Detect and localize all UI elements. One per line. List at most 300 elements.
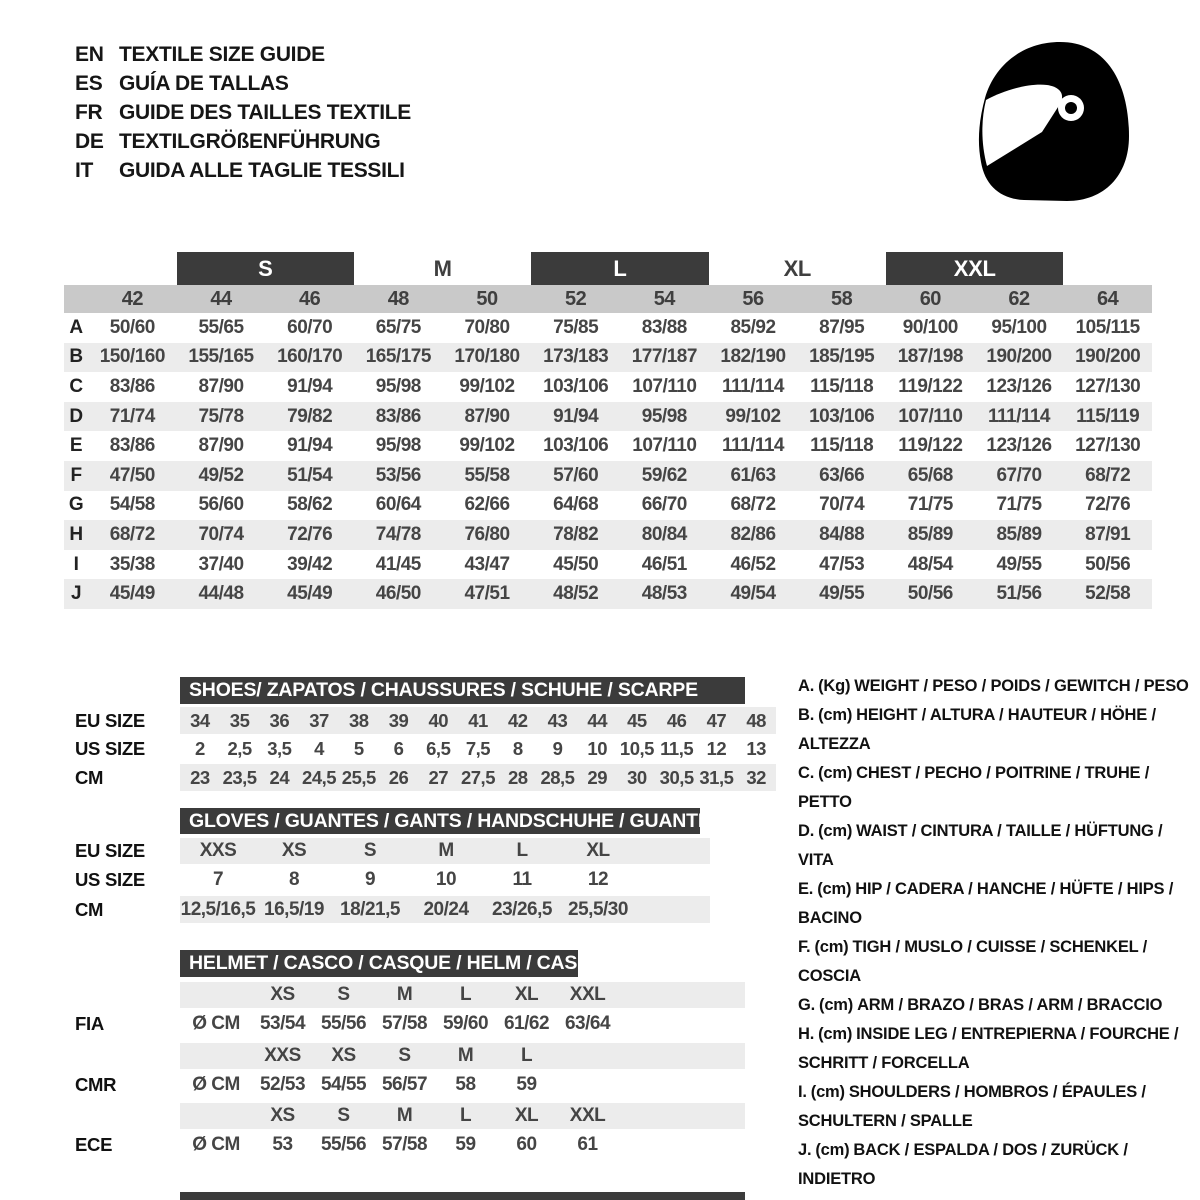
shoe-eu-size: 34 [190,709,210,731]
legend-key: H. [798,1025,815,1043]
shoe-eu-size: 40 [428,709,449,731]
language-code: EN [75,42,104,66]
helmet-size-label: XS [270,1105,295,1126]
shoe-cm-size: 28 [507,766,528,788]
legend-item [798,1020,1200,1078]
shoe-cm-size: 32 [746,766,766,788]
shoe-eu-size: 42 [507,709,528,731]
shoe-cm-size: 24,5 [302,766,337,788]
row-label-cm: CM [75,766,104,788]
gloves-title-bar [180,808,704,834]
table-row [64,343,1152,373]
size-value-cell: 80/84 [641,523,687,545]
size-value-cell: 150/160 [99,346,165,368]
size-value-cell: 48/52 [553,583,599,605]
helmet-size-label: L [459,984,472,1005]
helmet-size-value: 60 [516,1134,537,1155]
legend-item [798,991,1200,1020]
gloves-us-cells [180,866,710,894]
glove-eu-size: XS [281,840,307,861]
size-value-cell: 48/54 [907,553,953,575]
size-value-cell: 57/60 [553,464,599,486]
size-value-cell: 65/68 [907,464,953,486]
shoe-us-size: 8 [512,737,523,759]
shoe-us-size: 5 [353,737,364,759]
glove-cm-range: 12,5/16,5 [180,898,256,920]
language-row [75,156,411,185]
glove-cm-range: 25,5/30 [568,898,628,920]
racing-helmet-icon [972,38,1142,208]
size-value-cell: 70/74 [819,494,865,516]
size-value-cell: 99/102 [725,405,781,427]
size-value-cell: 68/72 [1085,464,1131,486]
guide-title-es: GUÍA DE TALLAS [119,71,289,95]
size-value-cell: 103/106 [543,375,609,397]
size-value-cell: 50/56 [907,583,953,605]
shoe-us-size: 6 [393,737,404,759]
legend-unit: (cm) [818,822,853,840]
size-value-cell: 76/80 [464,523,510,545]
shoe-eu-size: 39 [388,709,409,731]
size-value-cell: 78/82 [553,523,599,545]
helmet-size-label: XXL [569,1105,606,1126]
guide-title-it: GUIDA ALLE TAGLIE TESSILI [119,158,405,182]
guide-title-de: TEXTILGRÖßENFÜHRUNG [119,129,381,153]
size-value-cell: 70/74 [198,523,244,545]
size-value-cell: 123/126 [986,375,1052,397]
shoe-cm-size: 31,5 [699,766,734,788]
table-row [64,372,1152,402]
size-value-cell: 127/130 [1075,435,1141,457]
size-value-cell: 51/54 [287,464,333,486]
measurement-legend [798,672,1200,1194]
size-number: 64 [1097,287,1119,310]
shoe-us-size: 9 [552,737,563,759]
shoes-eu-cells [180,707,776,734]
size-value-cell: 91/94 [287,435,333,457]
size-value-cell: 60/70 [287,316,333,338]
shoe-cm-size: 24 [269,766,290,788]
legend-unit: (cm) [818,1025,853,1043]
cmr-size-cells [180,1043,745,1069]
shoe-cm-size: 23,5 [222,766,257,788]
legend-item [798,1136,1200,1194]
size-value-cell: 75/85 [553,316,599,338]
size-value-cell: 103/106 [809,405,875,427]
size-value-cell: 59/62 [641,464,687,486]
row-letter: C [69,375,83,397]
size-value-cell: 45/49 [287,583,333,605]
size-value-cell: 70/80 [464,316,510,338]
size-number: 50 [476,287,498,310]
size-value-cell: 107/110 [632,435,697,457]
legend-unit: (cm) [819,996,854,1014]
size-number: 60 [919,287,941,310]
language-code: IT [75,158,94,182]
size-value-cell: 111/114 [721,375,785,397]
legend-key: G. [798,996,816,1014]
legend-text: BACK / ESPALDA / DOS / ZURÜCK / INDIETRO [798,1141,1128,1188]
size-value-cell: 50/56 [1085,553,1131,575]
glove-us-size: 11 [512,869,532,890]
size-value-cell: 173/183 [543,346,609,368]
size-value-cell: 95/98 [375,375,421,397]
glove-cm-range: 20/24 [423,898,469,920]
ece-size-cells [180,1103,745,1129]
shoe-us-size: 13 [746,737,766,759]
helmet-size-value: 59 [455,1134,476,1155]
legend-item [798,1078,1200,1136]
language-row [75,69,411,98]
helmet-size-value: 57/58 [381,1013,428,1034]
glove-eu-size: S [363,840,377,861]
row-letter: D [69,405,83,427]
size-value-cell: 83/86 [375,405,421,427]
size-value-cell: 45/49 [109,583,155,605]
shoe-eu-size: 38 [349,709,369,731]
helmet-size-value: 55/56 [320,1134,367,1155]
row-letter: F [70,464,82,486]
language-row [75,40,411,69]
size-value-cell: 37/40 [198,553,244,575]
size-number: 54 [653,287,675,310]
helmet-size-value: 54/55 [320,1074,367,1095]
legend-item [798,817,1200,875]
glove-cm-range: 23/26,5 [492,898,552,920]
shoe-eu-size: 45 [627,709,647,731]
table-row [64,579,1152,609]
size-value-cell: 83/86 [109,435,155,457]
size-value-cell: 47/53 [819,553,865,575]
size-value-cell: 177/187 [631,346,697,368]
size-value-cell: 68/72 [109,523,155,545]
size-value-cell: 49/55 [819,583,865,605]
size-value-cell: 43/47 [464,553,510,575]
shoe-us-size: 6,5 [426,737,451,759]
shoe-cm-size: 29 [587,766,607,788]
size-value-cell: 190/200 [986,346,1052,368]
shoe-cm-size: 30 [627,766,647,788]
diameter-unit: Ø CM [192,1134,240,1155]
size-value-cell: 87/95 [819,316,865,338]
size-value-cell: 63/66 [819,464,865,486]
table-row [64,550,1152,580]
gloves-title: GLOVES / GUANTES / GANTS / HANDSCHUHE / GUANTI [189,809,704,832]
shoe-eu-size: 43 [547,709,568,731]
size-value-cell: 95/98 [375,435,421,457]
size-value-cell: 91/94 [553,405,599,427]
size-value-cell: 49/55 [996,553,1042,575]
size-value-cell: 35/38 [109,553,155,575]
standard-label-ece: ECE [75,1134,113,1155]
legend-text: WAIST / CINTURA / TAILLE / HÜFTUNG / VITA [798,822,1163,869]
size-value-cell: 49/54 [730,583,776,605]
legend-text: CHEST / PECHO / POITRINE / TRUHE / PETTO [798,764,1150,811]
shoe-eu-size: 46 [666,709,687,731]
size-value-cell: 64/68 [553,494,599,516]
shoe-cm-size: 30,5 [659,766,694,788]
size-value-cell: 71/74 [109,405,155,427]
legend-unit: (cm) [814,938,849,956]
row-letter: G [68,494,84,516]
shoe-us-size: 3,5 [267,737,292,759]
size-value-cell: 52/58 [1085,583,1131,605]
legend-item [798,701,1200,759]
legend-text: INSIDE LEG / ENTREPIERNA / FOURCHE / SCHRITT / FORCELLA [798,1025,1179,1072]
size-value-cell: 66/70 [641,494,687,516]
size-value-cell: 71/75 [907,494,953,516]
legend-key: A. [798,677,815,695]
shoe-eu-size: 37 [309,709,329,731]
shoe-eu-size: 36 [269,709,290,731]
size-value-cell: 72/76 [1085,494,1131,516]
diameter-unit: Ø CM [192,1013,240,1034]
size-band-xxl: XXL [886,252,1063,285]
size-value-cell: 61/63 [730,464,776,486]
size-band-l: L [531,252,708,285]
size-value-cell: 187/198 [897,346,963,368]
gloves-cm-cells [180,896,710,923]
legend-unit: (cm) [818,764,853,782]
helmet-size-label: L [520,1045,533,1066]
helmet-size-value: 53 [272,1134,293,1155]
size-value-cell: 60/64 [375,494,421,516]
size-value-cell: 99/102 [459,435,515,457]
size-value-cell: 49/52 [198,464,244,486]
glove-eu-size: L [516,840,528,861]
size-value-cell: 55/58 [464,464,510,486]
shoe-us-size: 4 [314,737,324,759]
size-band-m: M [433,255,452,281]
helmet-size-value: 53/54 [259,1013,306,1034]
size-value-cell: 58/62 [287,494,333,516]
shoe-cm-size: 27,5 [460,766,495,788]
helmet-size-label: XL [514,1105,539,1126]
size-value-cell: 95/98 [641,405,687,427]
shoe-cm-size: 23 [190,766,210,788]
size-value-cell: 115/118 [810,435,874,457]
size-value-cell: 165/175 [365,346,431,368]
legend-item [798,759,1200,817]
table-row [64,431,1152,461]
size-number-row [64,285,1152,313]
glove-eu-size: XXS [199,840,237,861]
shoe-cm-size: 26 [388,766,409,788]
legend-key: E. [798,880,814,898]
helmet-size-label: M [396,1105,413,1126]
size-number: 42 [121,287,143,310]
guide-title-en: TEXTILE SIZE GUIDE [119,42,325,66]
size-value-cell: 53/56 [375,464,421,486]
standard-label-cmr: CMR [75,1074,117,1095]
size-value-cell: 115/118 [810,375,874,397]
size-table-rows [64,313,1152,609]
legend-key: I. [798,1083,807,1101]
language-row [75,127,411,156]
size-value-cell: 95/100 [991,316,1047,338]
shoe-us-size: 10,5 [619,737,654,759]
shoe-cm-size: 25,5 [341,766,376,788]
size-value-cell: 83/86 [109,375,155,397]
shoe-eu-size: 48 [746,709,766,731]
row-letter: A [69,316,83,338]
legend-unit: (cm) [810,1083,845,1101]
row-label-us-size: US SIZE [75,737,145,759]
language-row [75,98,411,127]
legend-key: D. [798,822,815,840]
size-value-cell: 72/76 [287,523,333,545]
size-value-cell: 47/50 [109,464,155,486]
row-label-eu-size: EU SIZE [75,840,145,861]
size-value-cell: 46/52 [730,553,776,575]
shoe-eu-size: 44 [587,709,607,731]
legend-item [798,933,1200,991]
size-value-cell: 87/90 [198,375,244,397]
size-value-cell: 105/115 [1075,316,1140,338]
size-value-cell: 155/165 [188,346,254,368]
legend-unit: (cm) [818,706,853,724]
legend-unit: (cm) [817,880,852,898]
size-value-cell: 55/65 [198,316,244,338]
shoe-us-size: 12 [706,737,727,759]
size-value-cell: 107/110 [898,405,963,427]
helmet-size-label: S [337,1105,350,1126]
glove-cm-range: 16,5/19 [264,898,324,920]
size-value-cell: 51/56 [996,583,1042,605]
glove-us-size: 8 [288,869,300,890]
legend-text: HIP / CADERA / HANCHE / HÜFTE / HIPS / BACINO [798,880,1174,927]
size-value-cell: 87/91 [1085,523,1131,545]
helmet-size-label: XXL [569,984,606,1005]
row-label-eu-size: EU SIZE [75,709,145,731]
legend-text: HEIGHT / ALTURA / HAUTEUR / HÖHE / ALTEZZA [798,706,1156,753]
size-value-cell: 99/102 [459,375,515,397]
size-band-s: S [177,252,354,285]
size-value-cell: 82/86 [730,523,776,545]
shoes-title-bar [180,677,745,704]
row-label-cm: CM [75,898,104,920]
size-value-cell: 74/78 [375,523,421,545]
size-value-cell: 39/42 [287,553,333,575]
helmet-title: HELMET / CASCO / CASQUE / HELM / CASCO [189,952,607,974]
legend-item [798,672,1200,701]
size-value-cell: 85/89 [907,523,953,545]
ece-value-cells [180,1131,745,1159]
size-value-cell: 111/114 [987,405,1051,427]
shoe-cm-size: 27 [428,766,449,788]
helmet-size-label: S [337,984,350,1005]
helmet-size-value: 59 [516,1074,537,1095]
table-row [64,491,1152,521]
helmet-size-value: 59/60 [442,1013,489,1034]
row-letter: H [69,523,83,545]
size-number: 62 [1008,287,1030,310]
fia-size-cells [180,982,745,1008]
size-number: 46 [299,287,321,310]
size-value-cell: 111/114 [721,435,785,457]
size-value-cell: 67/70 [996,464,1042,486]
shoe-us-size: 2,5 [227,737,252,759]
size-band-row [64,252,1152,285]
legend-key: F. [798,938,811,956]
size-value-cell: 54/58 [109,494,155,516]
table-row [64,402,1152,432]
standard-label-fia: FIA [75,1013,104,1034]
helmet-size-value: 61 [577,1134,598,1155]
cmr-value-cells [180,1071,745,1099]
shoes-title: SHOES/ ZAPATOS / CHAUSSURES / SCHUHE / SCARPE [189,679,698,701]
shoes-cm-cells [180,764,776,791]
helmet-size-value: 57/58 [381,1134,428,1155]
shoes-us-cells [180,735,776,762]
legend-text: SHOULDERS / HOMBROS / ÉPAULES / SCHULTERN / SPALLE [798,1083,1146,1130]
size-value-cell: 50/60 [109,316,155,338]
row-label-us-size: US SIZE [75,869,145,890]
helmet-size-label: XS [270,984,295,1005]
language-title-list [75,40,411,185]
legend-key: J. [798,1141,812,1159]
shoe-eu-size: 41 [468,709,488,731]
legend-key: C. [798,764,815,782]
size-value-cell: 84/88 [819,523,865,545]
legend-text: ARM / BRAZO / BRAS / ARM / BRACCIO [857,996,1163,1014]
size-value-cell: 123/126 [986,435,1052,457]
helmet-size-label: XXS [264,1045,301,1066]
size-value-cell: 91/94 [287,375,333,397]
helmet-size-label: M [396,984,413,1005]
glove-us-size: 9 [364,869,376,890]
glove-eu-size: M [438,840,454,861]
row-letter: B [69,346,83,368]
size-value-cell: 160/170 [277,346,343,368]
helmet-size-value: 52/53 [259,1074,306,1095]
size-number: 56 [742,287,764,310]
helmet-size-value: 56/57 [381,1074,428,1095]
size-value-cell: 44/48 [198,583,244,605]
size-value-cell: 79/82 [287,405,333,427]
size-value-cell: 71/75 [996,494,1042,516]
size-value-cell: 127/130 [1075,375,1141,397]
size-value-cell: 115/119 [1076,405,1140,427]
fia-value-cells [180,1010,745,1038]
size-value-cell: 119/122 [898,435,963,457]
glove-us-size: 7 [212,869,224,890]
size-value-cell: 45/50 [553,553,599,575]
glove-us-size: 12 [587,869,609,890]
size-value-cell: 185/195 [809,346,875,368]
cropped-section-bar [180,1192,745,1200]
row-letter: J [70,583,82,605]
language-code: ES [75,71,103,95]
size-value-cell: 65/75 [375,316,421,338]
helmet-size-value: 58 [455,1074,476,1095]
helmet-size-label: XS [331,1045,356,1066]
size-value-cell: 85/92 [730,316,776,338]
shoe-eu-size: 35 [229,709,250,731]
size-number: 52 [565,287,587,310]
size-value-cell: 48/53 [641,583,687,605]
table-row [64,520,1152,550]
legend-text: TIGH / MUSLO / CUISSE / SCHENKEL / COSCIA [798,938,1147,985]
helmet-size-label: S [398,1045,411,1066]
size-value-cell: 46/50 [375,583,421,605]
size-band-xl: XL [783,255,812,281]
size-value-cell: 85/89 [996,523,1042,545]
size-number: 44 [210,287,232,310]
row-letter: I [73,553,79,575]
shoe-us-size: 2 [194,737,205,759]
glove-us-size: 10 [435,869,457,890]
